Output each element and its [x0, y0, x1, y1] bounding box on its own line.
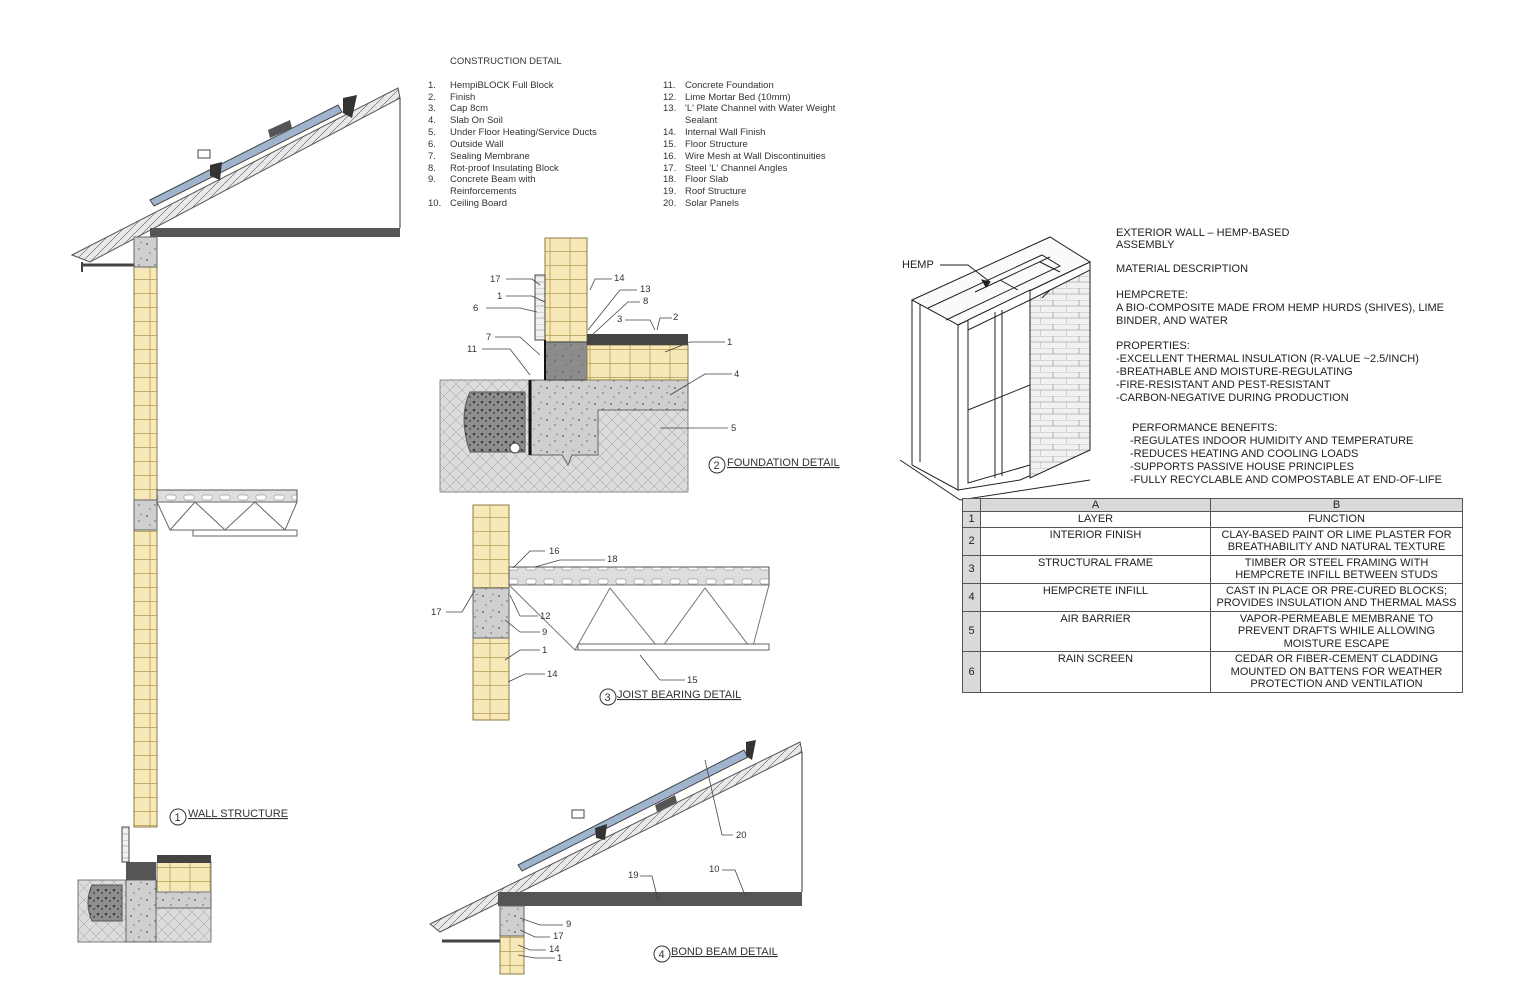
legend-item: Rot-proof Insulating Block: [450, 163, 559, 174]
hempcrete-title: HEMPCRETE:: [1116, 289, 1189, 301]
callout: 9: [566, 919, 572, 930]
table-row: [963, 611, 1463, 652]
foundation-detail: [440, 238, 840, 492]
detail-number: 2: [713, 460, 720, 472]
callout: 13: [640, 284, 651, 295]
property-item: -FIRE-RESISTANT AND PEST-RESISTANT: [1116, 379, 1331, 391]
detail-title: WALL STRUCTURE: [188, 808, 289, 820]
legend-item: Under Floor Heating/Service Ducts: [450, 127, 597, 138]
legend-num: 3.: [428, 103, 436, 114]
benefit-item: -REDUCES HEATING AND COOLING LOADS: [1130, 448, 1359, 460]
legend-num: 13.: [663, 103, 677, 114]
benefit-item: -FULLY RECYCLABLE AND COMPOSTABLE AT END-OF-LIFE: [1130, 474, 1442, 486]
hemp-wall-isometric: [900, 237, 1090, 500]
layer-cell: LAYER: [981, 512, 1211, 528]
legend-item: 'L' Plate Channel with Water Weight: [685, 103, 836, 114]
layer-cell: RAIN SCREEN: [981, 652, 1211, 693]
legend-item: Wire Mesh at Wall Discontinuities: [685, 151, 826, 162]
legend-num: 1.: [428, 80, 436, 91]
bond-beam-detail: [430, 740, 802, 974]
legend-num: 8.: [428, 163, 436, 174]
row-number: 4: [963, 583, 981, 611]
legend-item: Floor Slab: [685, 174, 729, 185]
legend-num: 10.: [428, 198, 442, 209]
benefit-item: -SUPPORTS PASSIVE HOUSE PRINCIPLES: [1130, 461, 1354, 473]
joist-bearing-detail: [431, 505, 769, 720]
callout: 9: [542, 627, 548, 638]
wall-structure-detail: [72, 88, 400, 942]
function-cell: CAST IN PLACE OR PRE-CURED BLOCKS; PROVIDES INSULATION AND THERMAL MASS: [1211, 583, 1463, 611]
hempcrete-desc: A BIO-COMPOSITE MADE FROM HEMP HURDS (SHIVES), LIME: [1116, 302, 1445, 314]
legend-item: Sealant: [685, 115, 718, 126]
solar-panel: [518, 750, 748, 871]
legend-item: Floor Structure: [685, 139, 748, 150]
floor-slab: [157, 490, 297, 502]
layer-cell: INTERIOR FINISH: [981, 527, 1211, 555]
callout: 12: [540, 611, 551, 622]
function-cell: CEDAR OR FIBER-CEMENT CLADDING MOUNTED ON BATTENS FOR WEATHER PROTECTION AND VENTILATION: [1211, 652, 1463, 693]
row-number: 1: [963, 512, 981, 528]
column-header: A: [981, 499, 1211, 512]
benefits-title: PERFORMANCE BENEFITS:: [1132, 422, 1278, 434]
callout: 14: [614, 273, 625, 284]
hempcrete-desc: BINDER, AND WATER: [1116, 315, 1228, 327]
solar-panel: [150, 105, 342, 206]
legend-num: 18.: [663, 174, 677, 185]
detail-title: JOIST BEARING DETAIL: [617, 689, 742, 701]
legend-item: Lime Mortar Bed (10mm): [685, 92, 791, 103]
legend-num: 20.: [663, 198, 677, 209]
row-number: 3: [963, 555, 981, 583]
callout: 10: [709, 864, 720, 875]
legend-item: HempiBLOCK Full Block: [450, 80, 554, 91]
legend-num: 2.: [428, 92, 436, 103]
callout: 17: [431, 607, 442, 618]
callout: 4: [734, 369, 740, 380]
hemp-label: HEMP: [902, 259, 934, 271]
callout: 1: [727, 337, 733, 348]
notes-material: MATERIAL DESCRIPTION: [1116, 263, 1249, 275]
legend-item: Solar Panels: [685, 198, 739, 209]
callout: 17: [490, 274, 501, 285]
detail-title: BOND BEAM DETAIL: [671, 946, 778, 958]
legend-item: Outside Wall: [450, 139, 504, 150]
legend-item: Sealing Membrane: [450, 151, 530, 162]
detail-number: 3: [604, 692, 611, 704]
table-corner-cell: [963, 499, 981, 512]
callout: 6: [473, 303, 479, 314]
hemp-block-wall: [134, 237, 157, 827]
legend-num: 19.: [663, 186, 677, 197]
property-item: -EXCELLENT THERMAL INSULATION (R-VALUE ~2.5/INCH): [1116, 353, 1419, 365]
legend-right: [663, 80, 836, 209]
callout: 16: [549, 546, 560, 557]
notes-heading: EXTERIOR WALL – HEMP-BASED: [1116, 227, 1290, 239]
legend-item: Slab On Soil: [450, 115, 503, 126]
callout: 1: [557, 953, 563, 964]
detail-title: FOUNDATION DETAIL: [727, 457, 840, 469]
legend-num: 16.: [663, 151, 677, 162]
callout: 11: [467, 344, 477, 355]
property-item: -BREATHABLE AND MOISTURE-REGULATING: [1116, 366, 1353, 378]
function-cell: VAPOR-PERMEABLE MEMBRANE TO PREVENT DRAFTS WHILE ALLOWING MOISTURE ESCAPE: [1211, 611, 1463, 652]
table-row: [963, 527, 1463, 555]
callout: 15: [687, 675, 698, 686]
legend-num: 9.: [428, 174, 436, 185]
callout: 14: [547, 669, 558, 680]
function-cell: TIMBER OR STEEL FRAMING WITH HEMPCRETE INFILL BETWEEN STUDS: [1211, 555, 1463, 583]
property-item: -CARBON-NEGATIVE DURING PRODUCTION: [1116, 392, 1349, 404]
legend-item: Concrete Foundation: [685, 80, 774, 91]
legend-item: Steel 'L' Channel Angles: [685, 163, 788, 174]
legend-num: 11.: [663, 80, 676, 91]
legend-num: 17.: [663, 163, 677, 174]
legend-item: Ceiling Board: [450, 198, 508, 209]
legend-item: Internal Wall Finish: [685, 127, 766, 138]
legend-item: Roof Structure: [685, 186, 747, 197]
legend-num: 4.: [428, 115, 436, 126]
legend-item: Cap 8cm: [450, 103, 489, 114]
callout: 20: [736, 830, 747, 841]
table-header-row: [963, 499, 1463, 512]
legend-num: 14.: [663, 127, 677, 138]
legend-num: 5.: [428, 127, 436, 138]
legend-item: Finish: [450, 92, 476, 103]
notes-heading: ASSEMBLY: [1116, 239, 1175, 251]
table-row: [963, 512, 1463, 528]
callout: 1: [542, 645, 548, 656]
legend-num: 6.: [428, 139, 436, 150]
row-number: 2: [963, 527, 981, 555]
legend-num: 12.: [663, 92, 677, 103]
callout: 8: [643, 296, 649, 307]
column-header: B: [1211, 499, 1463, 512]
callout: 1: [497, 291, 503, 302]
ceiling-joist: [150, 228, 400, 237]
detail-number: 4: [658, 949, 665, 961]
layer-cell: HEMPCRETE INFILL: [981, 583, 1211, 611]
function-cell: FUNCTION: [1211, 512, 1463, 528]
callout: 2: [673, 312, 679, 323]
callout: 3: [617, 314, 623, 325]
benefit-item: -REGULATES INDOOR HUMIDITY AND TEMPERATURE: [1130, 435, 1414, 447]
callout: 18: [607, 554, 618, 565]
callout: 14: [549, 944, 560, 955]
layer-cell: AIR BARRIER: [981, 611, 1211, 652]
table-row: [963, 555, 1463, 583]
layer-cell: STRUCTURAL FRAME: [981, 555, 1211, 583]
callout: 7: [486, 332, 492, 343]
properties-title: PROPERTIES:: [1116, 340, 1190, 352]
legend-item: Reinforcements: [450, 186, 517, 197]
layer-function-table: [962, 498, 1463, 693]
callout: 19: [628, 870, 639, 881]
table-row: [963, 583, 1463, 611]
legend-num: 7.: [428, 151, 436, 162]
callout: 17: [553, 931, 564, 942]
row-number: 6: [963, 652, 981, 693]
table-row: [963, 652, 1463, 693]
legend-left: [428, 80, 597, 209]
legend-num: 15.: [663, 139, 677, 150]
legend-item: Concrete Beam with: [450, 174, 536, 185]
callout: 5: [731, 423, 737, 434]
legend-title: CONSTRUCTION DETAIL: [450, 56, 562, 67]
detail-number: 1: [174, 812, 181, 824]
row-number: 5: [963, 611, 981, 652]
function-cell: CLAY-BASED PAINT OR LIME PLASTER FOR BREATHABILITY AND NATURAL TEXTURE: [1211, 527, 1463, 555]
material-notes: [1116, 227, 1444, 486]
